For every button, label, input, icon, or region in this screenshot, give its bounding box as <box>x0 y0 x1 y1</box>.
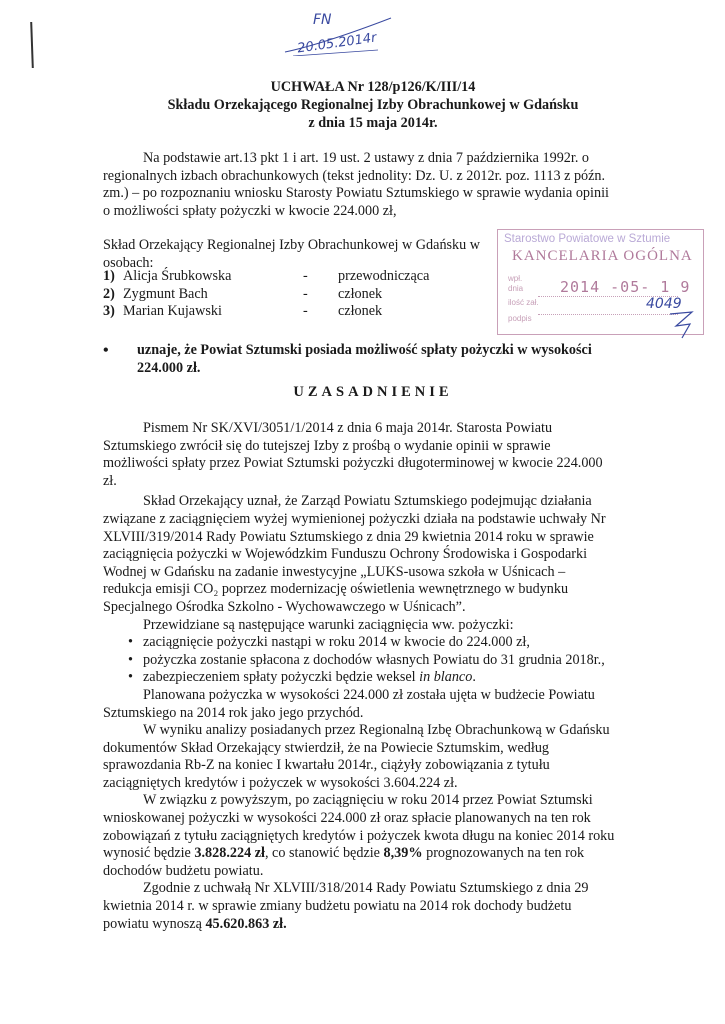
text-line: Zgodnie z uchwałą Nr XLVIII/318/2014 Rady Powiatu Sztumskiego z dnia 29 <box>143 880 589 897</box>
text-line: redukcja emisji CO₂ poprzez modernizację oświetlenia wewnętrznego w budynku <box>103 581 569 598</box>
debt-ratio: 8,39% <box>383 845 423 862</box>
paragraph <box>103 420 643 490</box>
list-item: • zaciągnięcie pożyczki nastąpi w roku 2014 w kwocie do 224.000 zł, <box>103 634 643 652</box>
stamp-label-signature: podpis <box>508 314 532 323</box>
member-role: członek <box>338 285 383 302</box>
legal-basis-line: Na podstawie art.13 pkt 1 i art. 19 ust. 2 ustawy z dnia 7 października 1992r. o <box>143 150 590 166</box>
decision-line: 224.000 zł. <box>137 359 201 376</box>
stamp-org: Starostwo Powiatowe w Sztumie <box>504 233 671 245</box>
legal-basis-paragraph <box>103 150 643 220</box>
legal-basis-line: zm.) – po rozpoznaniu wniosku Starosty Powiatu Sztumskiego w sprawie wydania opinii <box>103 185 609 202</box>
stamp-label-received: wpł. <box>508 274 523 283</box>
text-line: możliwości spłaty przez Powiat Sztumski pożyczki długoterminowej w kwocie 224.000 <box>103 455 603 472</box>
paragraph <box>103 493 643 616</box>
member-name: Marian Kujawski <box>123 303 222 320</box>
member-name: Alicja Śrubkowska <box>123 268 232 284</box>
paragraph <box>103 792 643 880</box>
list-item: • pożyczka zostanie spłacona z dochodów własnych Powiatu do 31 grudnia 2018r., <box>103 652 643 670</box>
conditions-list <box>103 634 643 687</box>
text-line: XLVIII/319/2014 Rady Powiatu Sztumskiego z dnia 29 kwietnia 2014 roku w sprawie <box>103 528 594 545</box>
text-line: Wodnej w Gdańsku na zadanie inwestycyjne „LUKS-usowa szkoła w Uśnicach – <box>103 563 566 580</box>
text-line: W wyniku analizy posiadanych przez Regionalną Izbę Obrachunkową w Gdańsku <box>143 722 610 739</box>
list-item <box>103 268 503 286</box>
member-role: członek <box>338 303 383 320</box>
justification-heading: UZASADNIENIE <box>293 384 453 400</box>
member-number: 2) <box>103 285 115 302</box>
paragraph <box>103 722 643 792</box>
scan-margin-mark <box>30 22 34 68</box>
text-line: sprawozdania Rb-Z na koniec I kwartału 2014r., ciążyły zobowiązania z tytułu <box>103 757 550 774</box>
text-span: prognozowanych na ten rok <box>422 845 585 862</box>
condition-italic: in blanco <box>419 669 473 686</box>
handwritten-initials: FN <box>313 12 332 28</box>
panel-members-list <box>103 268 503 321</box>
stamp-label-attachments: ilość zał. <box>508 298 539 307</box>
member-dash: - <box>303 268 308 284</box>
paragraph <box>103 880 643 933</box>
text-line: W związku z powyższym, po zaciągnięciu w roku 2014 przez Powiat Sztumski <box>143 792 593 809</box>
member-name: Zygmunt Bach <box>123 285 208 302</box>
text-line: zobowiązań z tytułu zaciągniętych kredytów i pożyczek kwota długu na koniec 2014 roku <box>103 827 615 844</box>
text-line: Planowana pożyczka w wysokości 224.000 zł została ujęta w budżecie Powiatu <box>143 686 595 703</box>
resolution-number: UCHWAŁA Nr 128/p126/K/III/14 <box>270 79 476 95</box>
text-line: dokumentów Skład Orzekający stwierdził, że na Powiecie Sztumskim, według <box>103 739 550 756</box>
text-line: zaciągnięcia pożyczki w Wojewódzkim Funduszu Ochrony Środowiska i Gospodarki <box>103 546 588 563</box>
stamp-label-date: dnia <box>508 284 524 293</box>
legal-basis-line: regionalnych izbach obrachunkowych (tekst jednolity: Dz. U. z 2012r. poz. 1113 z późn. <box>103 167 606 184</box>
text-line: Skład Orzekający uznał, że Zarząd Powiatu Sztumskiego podejmując działania <box>143 493 592 510</box>
text-line: Pismem Nr SK/XVI/3051/1/2014 z dnia 6 maja 2014r. Starosta Powiatu <box>143 420 553 436</box>
text-line: wnioskowanej pożyczki w wysokości 224.000 zł oraz spłacie planowanych na ten rok <box>103 810 591 827</box>
list-item <box>103 286 503 304</box>
text-span: wynosić będzie <box>103 845 195 862</box>
resolution-date: z dnia 15 maja 2014r. <box>308 115 438 131</box>
handwritten-annotation <box>283 10 393 58</box>
registry-stamp <box>497 229 704 335</box>
issuing-body: Składu Orzekającego Regionalnej Izby Obrachunkowej w Gdańsku <box>167 97 579 113</box>
text-line: związane z zaciągnięciem wyżej wymienionej pożyczki działa na podstawie uchwały Nr <box>103 510 606 527</box>
paragraph <box>103 687 643 722</box>
justification-body <box>103 420 643 933</box>
bullet-icon: • <box>103 342 109 359</box>
revenue-amount: 45.620.863 zł. <box>205 915 287 932</box>
member-number: 3) <box>103 303 115 320</box>
document-header <box>103 78 643 132</box>
list-item <box>103 669 643 687</box>
text-line: kwietnia 2014 r. w sprawie zmiany budżetu powiatu na 2014 rok dochody budżetu <box>103 898 572 915</box>
signature-icon <box>664 308 698 340</box>
member-dash: - <box>303 303 308 320</box>
stamp-dotted-line <box>538 314 678 315</box>
text-line <box>103 916 643 934</box>
stamp-count: 4049 <box>646 296 682 312</box>
stamp-date: 2014 -05- 1 9 <box>560 278 691 296</box>
text-line: zł. <box>103 472 117 489</box>
paragraph: Przewidziane są następujące warunki zaciągnięcia ww. pożyczki: <box>143 616 514 633</box>
handwritten-date: 20.05.2014r <box>296 30 378 57</box>
legal-basis-line: o możliwości spłaty pożyczki w kwocie 224.000 zł, <box>103 202 397 219</box>
text-span: , co stanowić będzie <box>264 845 384 862</box>
list-item <box>103 303 503 321</box>
text-line: Specjalnego Ośrodka Szkolno - Wychowawczego w Uśnicach”. <box>103 598 466 615</box>
member-number: 1) <box>103 268 115 284</box>
condition-text: zabezpieczeniem spłaty pożyczki będzie weksel <box>143 669 420 686</box>
text-span: powiatu wynoszą <box>103 915 206 932</box>
text-line: Sztumskiego zwrócił się do tutejszej Izby z prośbą o wydanie opinii w sprawie <box>103 437 551 454</box>
text-line <box>103 845 643 863</box>
resolution-decision <box>103 342 643 377</box>
stamp-title: KANCELARIA OGÓLNA <box>512 248 693 264</box>
condition-end: . <box>472 669 476 686</box>
member-role: przewodnicząca <box>338 268 430 284</box>
member-dash: - <box>303 285 308 302</box>
text-line: Sztumskiego na 2014 rok jako jego przychód. <box>103 704 364 721</box>
debt-amount: 3.828.224 zł <box>194 845 265 862</box>
text-line: zaciągniętych kredytów i pożyczek w wysokości 3.604.224 zł. <box>103 774 458 791</box>
decision-line: uznaje, że Powiat Sztumski posiada możliwość spłaty pożyczki w wysokości <box>137 342 592 358</box>
panel-intro: Skład Orzekający Regionalnej Izby Obrachunkowej w Gdańsku w osobach: <box>103 237 481 271</box>
text-line: dochodów budżetu powiatu. <box>103 862 264 879</box>
